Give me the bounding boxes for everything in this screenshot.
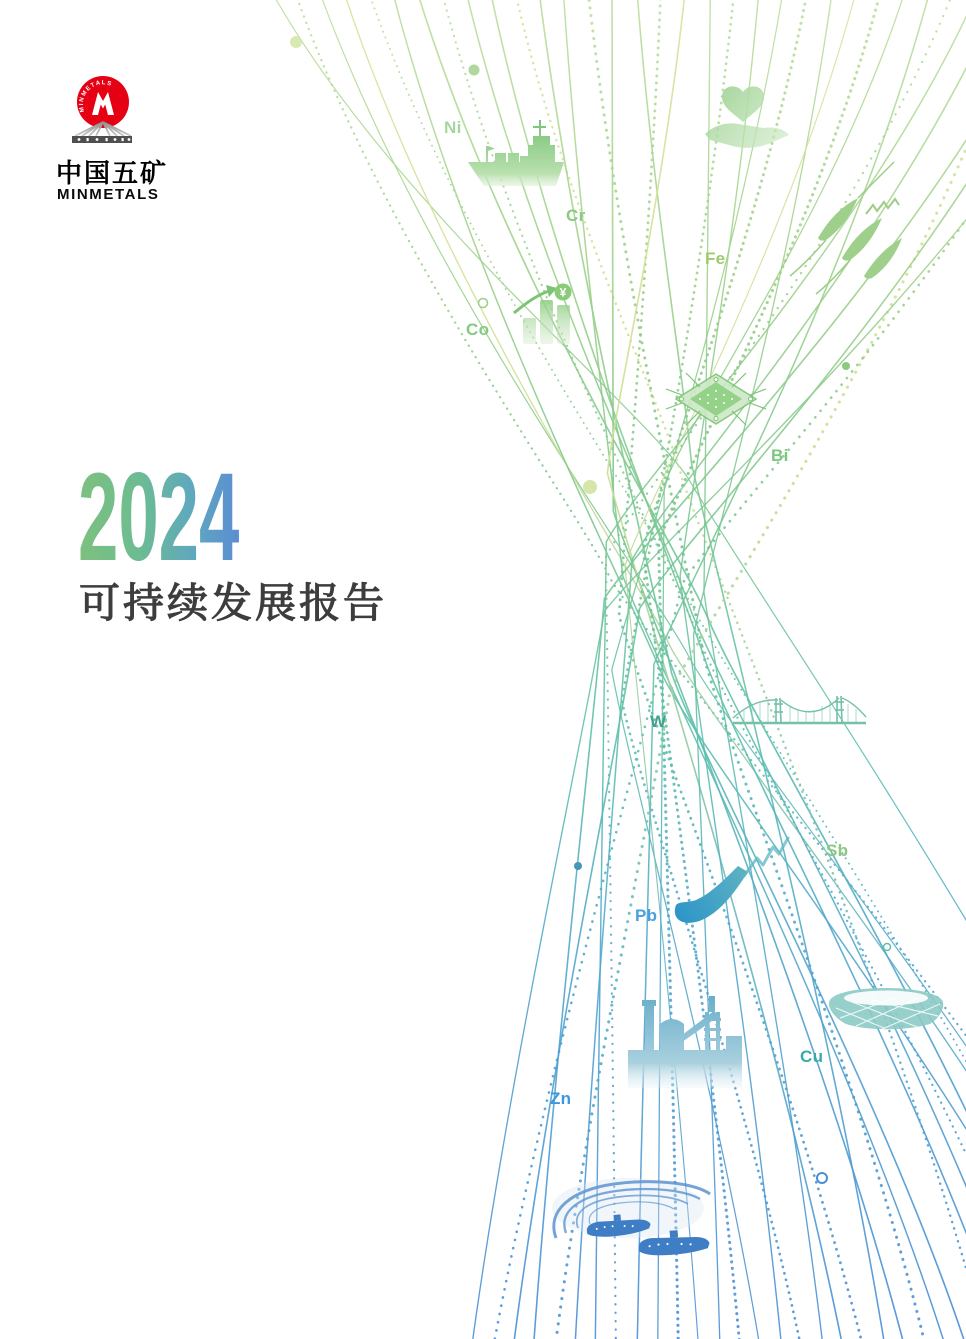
element-label-ni: Ni xyxy=(444,118,462,137)
element-label-cr: Cr xyxy=(566,206,586,225)
yuan-symbol: ¥ xyxy=(559,285,567,300)
heart-in-hand-icon xyxy=(705,86,789,147)
cover-title: 可持续发展报告 xyxy=(79,580,387,626)
element-label-pb: Pb xyxy=(635,906,658,925)
swirl-curves xyxy=(268,0,966,1339)
brand-name-cn: 中国五矿 xyxy=(56,158,169,188)
birds-nest-stadium-icon xyxy=(829,988,943,1030)
element-label-zn: Zn xyxy=(550,1089,572,1108)
minmetals-emblem xyxy=(69,74,135,148)
brand-name-en: MINMETALS xyxy=(57,186,160,203)
ribbon-swoosh-icon xyxy=(675,838,788,923)
cover-year: 2024 xyxy=(78,448,240,587)
emblem-ring-text: MINMETALS xyxy=(78,80,114,113)
element-label-bi: Bi xyxy=(771,446,789,465)
emblem-rays xyxy=(75,122,131,136)
element-label-cu: Cu xyxy=(800,1047,824,1066)
element-label-co: Co xyxy=(466,320,490,339)
element-label-w: W xyxy=(650,712,667,731)
smelter-plant-icon xyxy=(628,996,742,1088)
element-label-sb: Sb xyxy=(826,841,849,860)
wheat-grain-icon xyxy=(790,162,902,294)
open-pit-mine-icon xyxy=(552,1178,710,1257)
growth-chart-yuan-icon xyxy=(514,284,572,345)
element-label-fe: Fe xyxy=(705,249,726,268)
cargo-ship-icon xyxy=(468,120,564,186)
